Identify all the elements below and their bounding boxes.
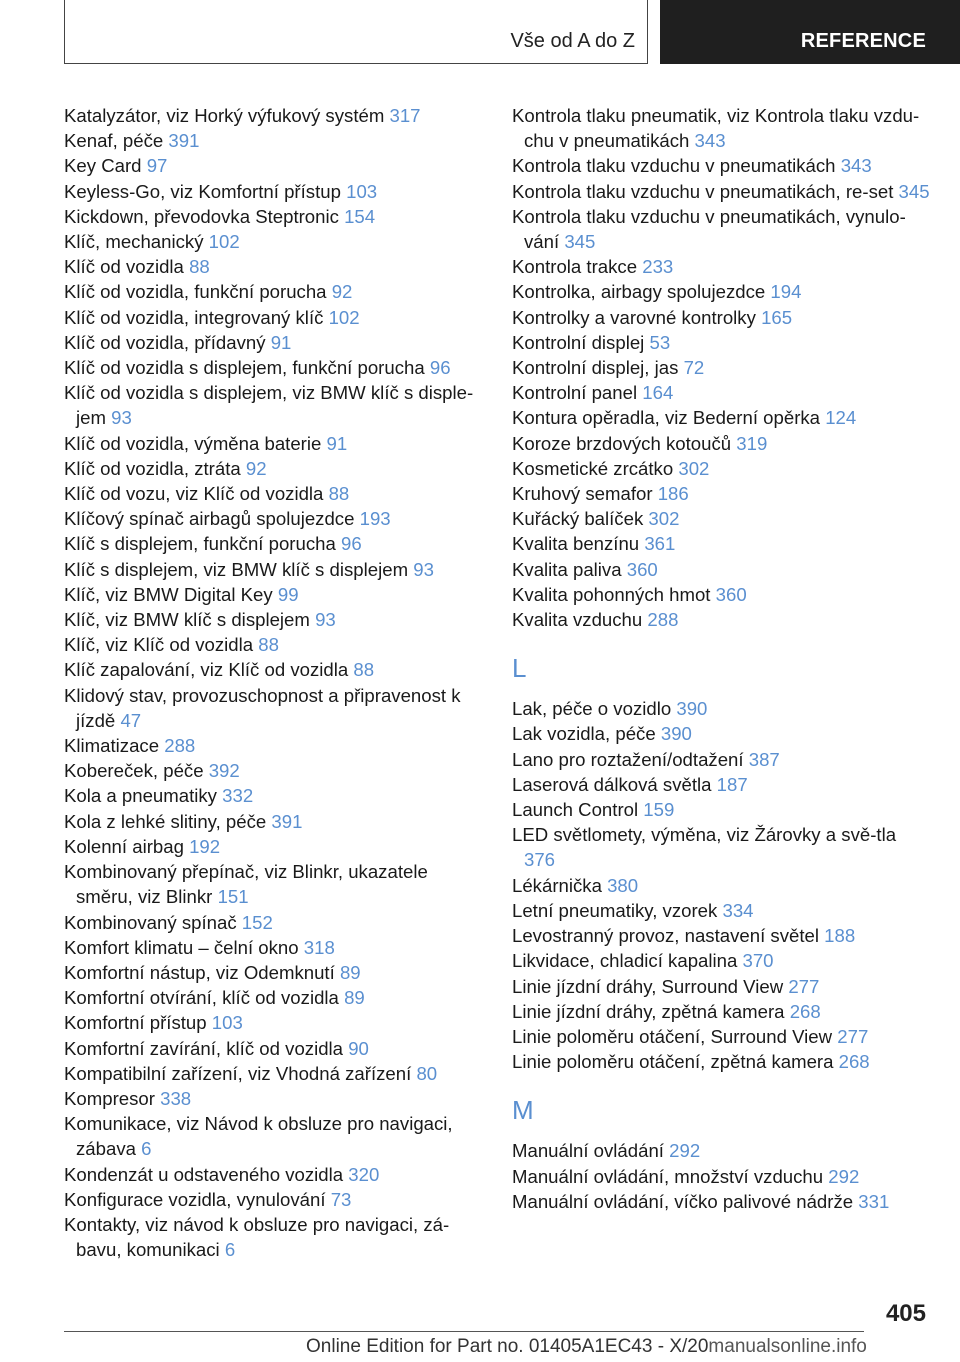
index-entry-text: Kvalita pohonných hmot bbox=[512, 583, 711, 605]
index-entry-text: Kontakty, viz návod k obsluze pro navigaci, zá‐bavu, komunikaci bbox=[64, 1213, 450, 1261]
index-entry-text: Kombinovaný přepínač, viz Blinkr, ukazatele směru, viz Blinkr bbox=[64, 861, 428, 908]
index-entry bbox=[512, 873, 932, 898]
index-entry-page-link[interactable]: 334 bbox=[722, 899, 754, 921]
index-entry-page-link[interactable]: 88 bbox=[353, 659, 375, 681]
footer bbox=[306, 1336, 867, 1358]
index-entry-text: Klíč s displejem, viz BMW klíč s displejem bbox=[64, 558, 409, 580]
index-entry bbox=[512, 1189, 932, 1214]
index-entry-page-link[interactable]: 151 bbox=[217, 886, 249, 908]
index-entry-text: Klíč od vozidla, přídavný bbox=[64, 331, 266, 353]
index-entry-text: Komunikace, viz Návod k obsluze pro navigaci, zábava bbox=[64, 1113, 453, 1160]
index-entry-text: Kuřácký balíček bbox=[512, 508, 644, 530]
index-entry-page-link[interactable]: 288 bbox=[164, 735, 196, 757]
index-entry bbox=[512, 153, 932, 178]
index-entry-text: Klíč od vozidla bbox=[64, 256, 184, 278]
index-column-right bbox=[512, 103, 932, 1214]
index-entry-text: Klíč od vozidla, integrovaný klíč bbox=[64, 306, 324, 328]
index-entry-page-link[interactable]: 88 bbox=[189, 256, 210, 278]
index-entry-text: Kompresor bbox=[64, 1087, 155, 1109]
index-entry-page-link[interactable]: 93 bbox=[413, 558, 434, 580]
index-entry-page-link[interactable]: 154 bbox=[344, 205, 376, 227]
index-entry-page-link[interactable]: 302 bbox=[678, 457, 710, 479]
index-entry bbox=[64, 1036, 484, 1061]
index-group-k-continued bbox=[512, 103, 932, 632]
index-entry-text: Manuální ovládání bbox=[512, 1140, 664, 1162]
index-entry-text: Kontrolní panel bbox=[512, 382, 638, 404]
index-entry-page-link[interactable]: 390 bbox=[676, 698, 708, 720]
index-entry bbox=[64, 1111, 484, 1161]
index-entry bbox=[512, 974, 932, 999]
index-entry bbox=[64, 481, 484, 506]
index-entry-text: Linie jízdní dráhy, Surround View bbox=[512, 975, 784, 997]
index-entry bbox=[64, 355, 484, 380]
index-entry-text: Komfortní nástup, viz Odemknutí bbox=[64, 961, 335, 983]
index-entry-text: LED světlomety, výměna, viz Žárovky a svě‐tla bbox=[512, 824, 897, 846]
index-entry-page-link[interactable]: 345 bbox=[564, 231, 596, 253]
index-entry bbox=[512, 506, 932, 531]
index-entry-text: Klíč, viz BMW klíč s displejem bbox=[64, 609, 310, 631]
index-entry-text: Key Card bbox=[64, 155, 142, 177]
index-entry-page-link[interactable]: 124 bbox=[825, 407, 857, 429]
index-entry-page-link[interactable]: 73 bbox=[330, 1188, 352, 1210]
index-entry-page-link[interactable]: 376 bbox=[524, 849, 556, 871]
index-entry bbox=[512, 405, 932, 430]
index-entry bbox=[64, 229, 484, 254]
index-entry-page-link[interactable]: 392 bbox=[208, 760, 240, 782]
index-entry-text: Klimatizace bbox=[64, 735, 160, 757]
index-entry-text: Klíč, mechanický bbox=[64, 231, 204, 253]
index-entry-page-link[interactable]: 92 bbox=[331, 281, 353, 303]
index-entry bbox=[64, 935, 484, 960]
index-entry-page-link[interactable]: 53 bbox=[649, 331, 671, 353]
index-entry bbox=[512, 456, 932, 481]
index-entry bbox=[64, 733, 484, 758]
index-entry-page-link[interactable]: 88 bbox=[328, 483, 350, 505]
index-entry-page-link[interactable]: 292 bbox=[828, 1165, 860, 1187]
index-entry-page-link[interactable]: 164 bbox=[642, 382, 674, 404]
index-entry-page-link[interactable]: 288 bbox=[647, 609, 679, 631]
index-entry-page-link[interactable]: 6 bbox=[141, 1138, 152, 1160]
index-entry-page-link[interactable]: 91 bbox=[326, 432, 348, 454]
index-entry-page-link[interactable]: 72 bbox=[683, 357, 705, 379]
index-entry bbox=[64, 1212, 484, 1262]
index-entry-page-link[interactable]: 192 bbox=[189, 835, 221, 857]
index-entry bbox=[512, 557, 932, 582]
index-entry bbox=[64, 1010, 484, 1035]
index-entry-page-link[interactable]: 318 bbox=[303, 936, 335, 958]
index-entry bbox=[512, 380, 932, 405]
index-entry bbox=[512, 305, 932, 330]
index-entry-text: Kontrolka, airbagy spolujezdce bbox=[512, 281, 766, 303]
index-entry-page-link[interactable]: 277 bbox=[837, 1025, 869, 1047]
index-entry-text: Likvidace, chladicí kapalina bbox=[512, 950, 738, 972]
index-entry-page-link[interactable]: 360 bbox=[626, 558, 658, 580]
index-entry bbox=[64, 809, 484, 834]
index-entry-page-link[interactable]: 277 bbox=[788, 975, 820, 997]
index-entry-text: Komfortní zavírání, klíč od vozidla bbox=[64, 1037, 344, 1059]
index-entry-page-link[interactable]: 194 bbox=[770, 281, 802, 303]
index-entry-text: Laserová dálková světla bbox=[512, 773, 712, 795]
index-entry bbox=[512, 898, 932, 923]
index-entry bbox=[64, 1187, 484, 1212]
index-entry bbox=[64, 632, 484, 657]
index-entry-page-link[interactable]: 302 bbox=[648, 508, 680, 530]
index-entry-text: Kobereček, péče bbox=[64, 760, 204, 782]
index-entry-text: Kvalita benzínu bbox=[512, 533, 640, 555]
index-entry bbox=[64, 431, 484, 456]
index-entry bbox=[512, 481, 932, 506]
index-entry-page-link[interactable]: 187 bbox=[716, 773, 748, 795]
index-entry-page-link[interactable]: 391 bbox=[271, 810, 303, 832]
index-entry-page-link[interactable]: 47 bbox=[120, 709, 142, 731]
index-entry-page-link[interactable]: 320 bbox=[348, 1163, 380, 1185]
index-entry-text: Klíč od vozidla, výměna baterie bbox=[64, 432, 322, 454]
index-entry-text: Klíč zapalování, viz Klíč od vozidla bbox=[64, 659, 349, 681]
index-entry-page-link[interactable]: 93 bbox=[315, 609, 336, 631]
index-entry bbox=[512, 330, 932, 355]
index-entry-text: Kompatibilní zařízení, viz Vhodná zařízení bbox=[64, 1062, 412, 1084]
index-entry-text: Kenaf, péče bbox=[64, 130, 164, 152]
index-entry bbox=[64, 279, 484, 304]
index-entry bbox=[512, 696, 932, 721]
index-entry-page-link[interactable]: 93 bbox=[111, 407, 132, 429]
index-entry-text: Kontrola trakce bbox=[512, 256, 638, 278]
index-entry-text: Komfortní otvírání, klíč od vozidla bbox=[64, 987, 339, 1009]
index-entry-page-link[interactable]: 391 bbox=[168, 130, 200, 152]
index-entry-text: Konfigurace vozidla, vynulování bbox=[64, 1188, 326, 1210]
index-entry-page-link[interactable]: 343 bbox=[694, 130, 726, 152]
index-entry bbox=[512, 1164, 932, 1189]
index-entry-text: Kontrolky a varovné kontrolky bbox=[512, 306, 756, 328]
index-entry-text: Kvalita vzduchu bbox=[512, 609, 643, 631]
index-entry-text: Klidový stav, provozuschopnost a připravenost k jízdě bbox=[64, 684, 461, 731]
index-entry bbox=[64, 456, 484, 481]
index-entry-text: Komfort klimatu – čelní okno bbox=[64, 936, 299, 958]
index-entry-text: Letní pneumatiky, vzorek bbox=[512, 899, 718, 921]
index-entry bbox=[64, 960, 484, 985]
index-entry-text: Klíč, viz Klíč od vozidla bbox=[64, 634, 254, 656]
index-entry bbox=[64, 910, 484, 935]
index-entry bbox=[512, 431, 932, 456]
index-entry-page-link[interactable]: 233 bbox=[642, 256, 674, 278]
index-entry bbox=[512, 531, 932, 556]
index-entry-text: Lak vozidla, péče bbox=[512, 723, 656, 745]
index-entry-page-link[interactable]: 343 bbox=[840, 155, 872, 177]
index-entry-page-link[interactable]: 390 bbox=[660, 723, 692, 745]
index-entry-page-link[interactable]: 361 bbox=[644, 533, 676, 555]
index-entry-page-link[interactable]: 332 bbox=[222, 785, 254, 807]
index-entry-text: Linie poloměru otáčení, Surround View bbox=[512, 1025, 833, 1047]
index-entry bbox=[64, 1086, 484, 1111]
index-entry-page-link[interactable]: 90 bbox=[348, 1037, 369, 1059]
index-entry-page-link[interactable]: 89 bbox=[339, 961, 361, 983]
index-entry-page-link[interactable]: 152 bbox=[241, 911, 273, 933]
index-entry bbox=[64, 204, 484, 229]
index-entry bbox=[512, 1138, 932, 1163]
index-group-m bbox=[512, 1138, 932, 1214]
index-entry-page-link[interactable]: 165 bbox=[761, 306, 793, 328]
index-entry-text: Kontrolní displej bbox=[512, 331, 645, 353]
index-entry bbox=[64, 582, 484, 607]
index-entry bbox=[512, 103, 932, 153]
index-entry-text: Kontrolní displej, jas bbox=[512, 357, 679, 379]
index-entry-text: Kola a pneumatiky bbox=[64, 785, 217, 807]
index-entry-page-link[interactable]: 102 bbox=[328, 306, 360, 328]
index-entry-text: Kola z lehké slitiny, péče bbox=[64, 810, 267, 832]
index-entry-page-link[interactable]: 338 bbox=[160, 1087, 192, 1109]
index-entry-page-link[interactable]: 370 bbox=[742, 950, 774, 972]
header-section-label: REFERENCE bbox=[800, 30, 926, 52]
index-entry bbox=[512, 1024, 932, 1049]
index-entry-text: Lékárnička bbox=[512, 874, 602, 896]
index-entry-page-link[interactable]: 380 bbox=[607, 874, 639, 896]
index-letter-l: L bbox=[512, 653, 527, 684]
footer-divider bbox=[64, 1331, 864, 1332]
index-entry-text: Kombinovaný spínač bbox=[64, 911, 237, 933]
header-title: Vše od A do Z bbox=[510, 30, 635, 52]
header-section-tab bbox=[660, 0, 960, 64]
index-entry-text: Launch Control bbox=[512, 799, 639, 821]
index-entry-page-link[interactable]: 331 bbox=[858, 1190, 890, 1212]
index-entry bbox=[64, 834, 484, 859]
index-entry-text: Keyless-Go, viz Komfortní přístup bbox=[64, 180, 341, 202]
index-entry-page-link[interactable]: 99 bbox=[277, 583, 299, 605]
index-entry bbox=[512, 948, 932, 973]
page-number: 405 bbox=[885, 1300, 926, 1327]
index-entry-page-link[interactable]: 103 bbox=[211, 1012, 243, 1034]
index-entry-text: Klíč od vozidla s displejem, funkční porucha bbox=[64, 357, 425, 379]
index-letter-m: M bbox=[512, 1095, 534, 1126]
index-entry bbox=[512, 923, 932, 948]
footer-edition: Online Edition for Part no. 01405A1EC43 - X/20 bbox=[306, 1336, 709, 1357]
index-entry bbox=[512, 179, 932, 204]
index-entry bbox=[512, 721, 932, 746]
index-entry bbox=[64, 531, 484, 556]
index-entry bbox=[64, 254, 484, 279]
index-entry-text: Klíč od vozidla s displejem, viz BMW klíč s disple‐jem bbox=[64, 382, 474, 429]
index-entry-text: Kosmetické zrcátko bbox=[512, 457, 674, 479]
index-entry-text: Kruhový semafor bbox=[512, 483, 653, 505]
index-entry bbox=[512, 1049, 932, 1074]
index-entry-page-link[interactable]: 292 bbox=[669, 1140, 701, 1162]
index-entry-text: Klíč s displejem, funkční porucha bbox=[64, 533, 336, 555]
index-entry-text: Linie poloměru otáčení, zpětná kamera bbox=[512, 1051, 834, 1073]
index-entry-page-link[interactable]: 103 bbox=[346, 180, 378, 202]
index-entry-text: Levostranný provoz, nastavení světel bbox=[512, 925, 819, 947]
index-entry-text: Katalyzátor, viz Horký výfukový systém bbox=[64, 105, 385, 126]
index-entry bbox=[512, 607, 932, 632]
index-entry bbox=[64, 179, 484, 204]
index-group-l bbox=[512, 696, 932, 1074]
index-entry-text: Kickdown, převodovka Steptronic bbox=[64, 205, 339, 227]
footer-watermark: manualsonline.info bbox=[708, 1336, 867, 1357]
index-entry-page-link[interactable]: 345 bbox=[898, 180, 930, 202]
index-entry bbox=[512, 999, 932, 1024]
index-entry bbox=[64, 1162, 484, 1187]
index-entry-page-link[interactable]: 268 bbox=[789, 1000, 821, 1022]
index-entry bbox=[64, 380, 484, 430]
index-entry-page-link[interactable]: 80 bbox=[416, 1062, 438, 1084]
index-entry-page-link[interactable]: 186 bbox=[657, 483, 689, 505]
header-title-box bbox=[64, 0, 648, 64]
index-entry bbox=[64, 859, 484, 909]
index-entry-text: Manuální ovládání, množství vzduchu bbox=[512, 1165, 824, 1187]
index-entry-page-link[interactable]: 188 bbox=[824, 925, 856, 947]
index-entry bbox=[512, 279, 932, 304]
index-entry-page-link[interactable]: 387 bbox=[748, 748, 780, 770]
index-entry-page-link[interactable]: 89 bbox=[344, 987, 365, 1009]
index-entry-text: Klíč od vozidla, funkční porucha bbox=[64, 281, 327, 303]
index-entry-page-link[interactable]: 96 bbox=[340, 533, 362, 555]
index-entry-text: Kontrola tlaku vzduchu v pneumatikách, vynulo‐vání bbox=[512, 205, 906, 253]
index-entry bbox=[64, 305, 484, 330]
index-entry-page-link[interactable]: 268 bbox=[838, 1051, 870, 1073]
index-entry bbox=[512, 797, 932, 822]
index-entry-text: Linie jízdní dráhy, zpětná kamera bbox=[512, 1000, 785, 1022]
index-entry-text: Klíč od vozu, viz Klíč od vozidla bbox=[64, 483, 324, 505]
index-entry bbox=[512, 204, 932, 254]
index-entry-text: Klíč, viz BMW Digital Key bbox=[64, 583, 273, 605]
index-entry bbox=[512, 772, 932, 797]
index-entry bbox=[64, 103, 484, 128]
index-entry bbox=[64, 557, 484, 582]
index-entry-text: Klíč od vozidla, ztráta bbox=[64, 457, 241, 479]
index-entry bbox=[64, 657, 484, 682]
index-entry bbox=[512, 747, 932, 772]
index-entry-page-link[interactable]: 92 bbox=[245, 457, 267, 479]
index-entry bbox=[64, 330, 484, 355]
index-entry-page-link[interactable]: 360 bbox=[715, 583, 747, 605]
index-entry-text: Kontura opěradla, viz Bederní opěrka bbox=[512, 407, 821, 429]
index-entry bbox=[64, 683, 484, 733]
index-entry-text: Kontrola tlaku vzduchu v pneumatikách bbox=[512, 155, 836, 177]
index-entry-page-link[interactable]: 159 bbox=[643, 799, 675, 821]
index-entry bbox=[512, 254, 932, 279]
index-entry-page-link[interactable]: 193 bbox=[359, 508, 391, 530]
index-entry-page-link[interactable]: 317 bbox=[389, 105, 421, 126]
index-entry-text: Kolenní airbag bbox=[64, 835, 184, 857]
index-entry-page-link[interactable]: 319 bbox=[736, 432, 768, 454]
index-entry-text: Kontrola tlaku vzduchu v pneumatikách, re‐set bbox=[512, 180, 894, 202]
index-entry bbox=[64, 783, 484, 808]
index-entry-page-link[interactable]: 97 bbox=[146, 155, 168, 177]
index-entry-text: Klíčový spínač airbagů spolujezdce bbox=[64, 508, 355, 530]
index-entry bbox=[512, 582, 932, 607]
index-entry-page-link[interactable]: 88 bbox=[258, 634, 279, 656]
index-entry bbox=[512, 355, 932, 380]
index-entry-page-link[interactable]: 102 bbox=[208, 231, 240, 253]
index-entry-page-link[interactable]: 6 bbox=[224, 1239, 236, 1261]
index-entry bbox=[64, 153, 484, 178]
index-entry-text: Komfortní přístup bbox=[64, 1012, 207, 1034]
index-entry-text: Lak, péče o vozidlo bbox=[512, 698, 672, 720]
index-entry-text: Kondenzát u odstaveného vozidla bbox=[64, 1163, 344, 1185]
index-entry-page-link[interactable]: 96 bbox=[429, 357, 451, 379]
index-entry-text: Lano pro roztažení/odtažení bbox=[512, 748, 744, 770]
index-entry bbox=[64, 758, 484, 783]
index-entry-text: Kontrola tlaku pneumatik, viz Kontrola tlaku vzdu‐chu v pneumatikách bbox=[512, 105, 920, 152]
index-entry-text: Koroze brzdových kotoučů bbox=[512, 432, 732, 454]
index-entry bbox=[64, 128, 484, 153]
index-entry bbox=[64, 1061, 484, 1086]
index-entry-page-link[interactable]: 91 bbox=[270, 331, 292, 353]
index-entry bbox=[64, 607, 484, 632]
index-entry bbox=[64, 985, 484, 1010]
index-entry bbox=[64, 506, 484, 531]
index-entry bbox=[512, 822, 932, 872]
index-entry-text: Kvalita paliva bbox=[512, 558, 622, 580]
index-column-left bbox=[64, 103, 484, 1262]
index-entry-text: Manuální ovládání, víčko palivové nádrže bbox=[512, 1190, 854, 1212]
